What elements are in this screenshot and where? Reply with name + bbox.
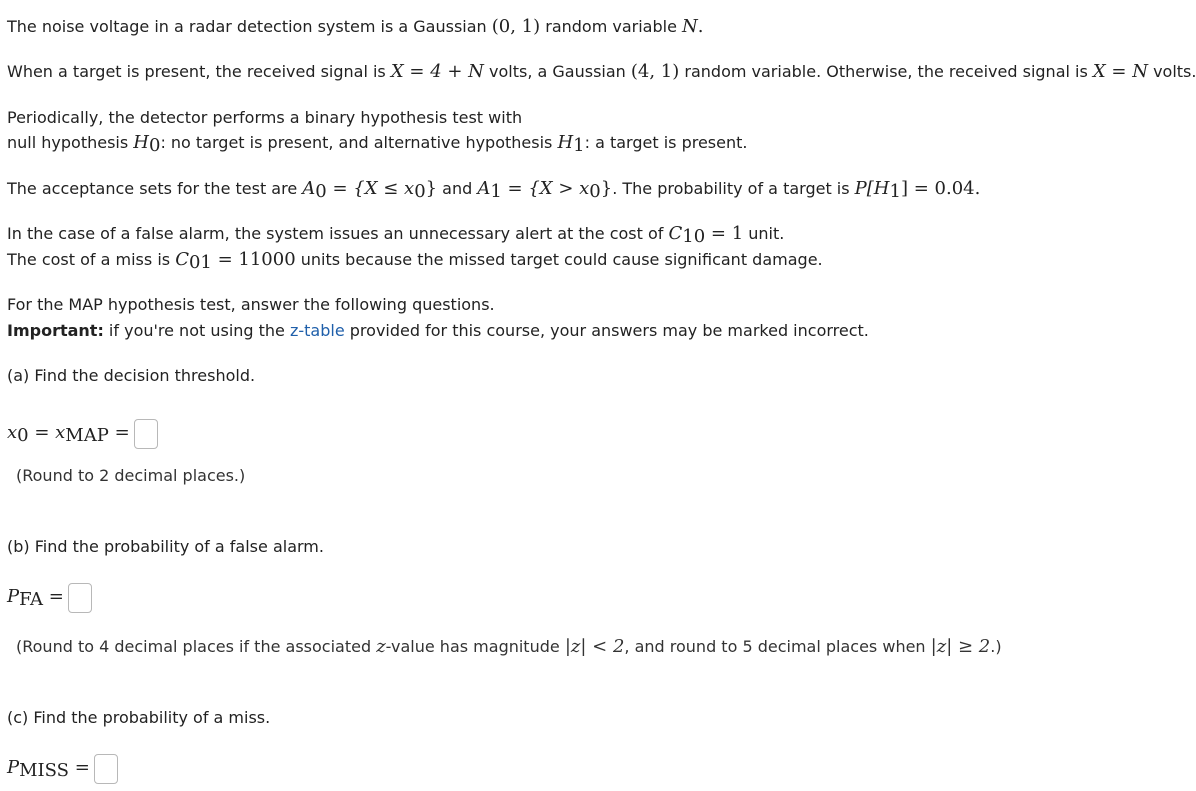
math-expression: |z| < 2 [564, 636, 625, 657]
intro-text: random variable. Otherwise, the received signal is [679, 62, 1093, 81]
intro-text: The acceptance sets for the test are [7, 179, 303, 198]
hint-text: .) [990, 637, 1002, 656]
subscript: 0 [17, 425, 29, 446]
intro-text: : a target is present. [584, 133, 748, 152]
math-variable: P [7, 586, 20, 607]
intro-text: In the case of a false alarm, the system issues an unnecessary alert at the cost of [7, 224, 669, 243]
intro-line-5 [7, 178, 981, 202]
subscript: MISS [19, 760, 70, 781]
intro-text: volts. [1147, 62, 1196, 81]
important-label: Important: [7, 321, 104, 340]
hypothesis-h1: H [557, 132, 574, 153]
miss-answer-input[interactable] [94, 754, 118, 784]
intro-line-4 [7, 132, 748, 156]
intro-line-7 [7, 249, 823, 273]
intro-text: The cost of a miss is [7, 250, 176, 269]
math-expression: X = N [1092, 61, 1148, 82]
intro-text: if you're not using the [103, 321, 290, 340]
hint-text: -value has magnitude [385, 637, 565, 656]
intro-text: units because the missed target could cause significant damage. [295, 250, 823, 269]
math-variable: A [302, 178, 316, 199]
math-variable: P [7, 757, 20, 778]
intro-line-6 [7, 223, 785, 247]
intro-line-2 [7, 62, 1196, 82]
equals-sign: = [108, 422, 130, 443]
subscript: FA [19, 589, 44, 610]
intro-text: The noise voltage in a radar detection system is a Gaussian [7, 17, 492, 36]
math-variable: N [682, 16, 698, 37]
part-b-hint [16, 637, 1002, 657]
intro-text: random variable [540, 17, 683, 36]
math-variable: x [7, 422, 18, 443]
hint-text: (Round to 4 decimal places if the associated [16, 637, 377, 656]
intro-text: and [437, 179, 478, 198]
math-variable: C [668, 223, 683, 244]
intro-text: volts, a Gaussian [483, 62, 631, 81]
intro-text: unit. [743, 224, 785, 243]
math-expression: (0, 1) [491, 16, 541, 37]
subscript: 10 [682, 226, 706, 247]
math-expression: ] = 0.04. [900, 178, 981, 199]
part-a-hint: (Round to 2 decimal places.) [16, 466, 246, 485]
subscript: 0 [589, 181, 601, 202]
part-b-answer-row [7, 582, 92, 613]
part-c-answer-row [7, 753, 118, 784]
punctuation: . [697, 16, 704, 37]
subscript: 1 [573, 135, 585, 156]
part-b-question: (b) Find the probability of a false alarm. [7, 537, 324, 556]
intro-text: provided for this course, your answers may be marked incorrect. [344, 321, 869, 340]
part-a-answer-row [7, 418, 158, 449]
math-expression: = 11000 [211, 249, 296, 270]
intro-line-8: For the MAP hypothesis test, answer the following questions. [7, 295, 495, 314]
hint-text: , and round to 5 decimal places when [624, 637, 931, 656]
math-expression: (4, 1) [630, 61, 680, 82]
part-c-question: (c) Find the probability of a miss. [7, 708, 271, 727]
intro-text: . The probability of a target is [612, 179, 855, 198]
math-expression: = x [28, 422, 66, 443]
intro-line-1 [7, 17, 704, 37]
z-table-link[interactable]: z-table [289, 321, 345, 340]
math-expression: X = 4 + N [390, 61, 484, 82]
intro-text: When a target is present, the received signal is [7, 62, 391, 81]
threshold-answer-input[interactable] [134, 419, 158, 449]
intro-line-3: Periodically, the detector performs a binary hypothesis test with [7, 108, 523, 127]
math-variable: A [477, 178, 491, 199]
intro-text: : no target is present, and alternative hypothesis [160, 133, 558, 152]
equals-sign: = [43, 586, 64, 607]
math-expression: P[H [854, 178, 890, 199]
math-expression: |z| ≥ 2 [930, 636, 991, 657]
subscript: 0 [148, 135, 161, 156]
math-expression: = 1 [705, 223, 744, 244]
false-alarm-answer-input[interactable] [68, 583, 92, 613]
math-expression: } [600, 178, 613, 199]
math-variable: z [376, 636, 386, 657]
equals-sign: = [69, 757, 90, 778]
intro-text: null hypothesis [7, 133, 134, 152]
math-expression: } [425, 178, 438, 199]
subscript: 01 [188, 252, 212, 273]
subscript: 1 [490, 181, 502, 202]
math-expression: = {X ≤ x [326, 178, 415, 199]
hypothesis-h0: H [133, 132, 149, 153]
subscript: 0 [414, 181, 426, 202]
subscript: 0 [315, 181, 327, 202]
subscript: MAP [65, 425, 109, 446]
math-variable: C [175, 249, 189, 270]
important-note [7, 321, 869, 341]
subscript: 1 [889, 181, 901, 202]
math-expression: = {X > x [501, 178, 590, 199]
part-a-question: (a) Find the decision threshold. [7, 366, 256, 385]
